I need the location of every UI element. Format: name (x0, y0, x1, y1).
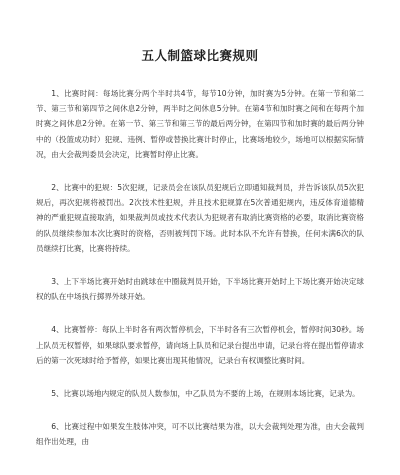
rule-paragraph-3: 3、上下半场比赛开始时由跳球在中圈裁判员开始，下半场比赛开始时上下场比赛开始决定球权的队在中场执行掷界外球开始。 (36, 277, 364, 302)
document-title: 五人制篮球比赛规则 (141, 48, 259, 63)
rule-paragraph-1: 1、比赛时间：每场比赛分两个半时共4节，每节10分钟，加时赛为5分钟。在第一节和第二节、第三节和第四节之间休息2分钟，两半时之间休息5分钟。在第4节和加时赛之间和在每两个加时赛之间休息2分钟。在第一节、第三节和第三节的最后两分钟，在第四节和加时赛的最后两分钟中的（投篮成功时）犯规、违例、暂停或替换比赛计时停止，比赛场地较少，场地可以根据实际情况，由大会裁判委员会决定，比赛暂时停止比赛。 (36, 89, 364, 159)
rule-paragraph-5: 5、比赛以场地内规定的队员人数参加，中乙队员为不要的上场，在规则本场比赛，记录为。 (51, 389, 360, 399)
rule-paragraph-2: 2、比赛中的犯规：5次犯规，记录员会在该队员犯规后立即通知裁判员，并告诉该队员5次犯规后，再次犯规将被罚出。2次技术性犯规，并且技术犯规算在5次普通犯规内，违反体育道德精神的严重犯规直接取消，如果裁判员或技术代表认为犯规者有取消比赛资格的必要，取消比赛资格的队员继续参加本次比赛时的资格，否则被判罚下场。此时本队不允许有替换，任何未满6次的队员继续打比赛，比赛将持续。 (36, 183, 364, 253)
rule-paragraph-6: 6、比赛过程中如果发生肢体冲突，可不以比赛结果为准，以大会裁判处理为准，由大会裁判组作出处理，由 (36, 422, 364, 447)
rule-paragraph-4: 4、比赛暂停：每队上半时各有两次暂停机会，下半时各有三次暂停机会，暂停时间30秒。场上队员无权暂停，如果球队要求暂停，请向场上队员和记录台提出申请，记录台将在提出暂停请求后的第一次死球时给予暂停，如果比赛出现其他情况，记录台有权调整比赛时间。 (36, 325, 364, 365)
